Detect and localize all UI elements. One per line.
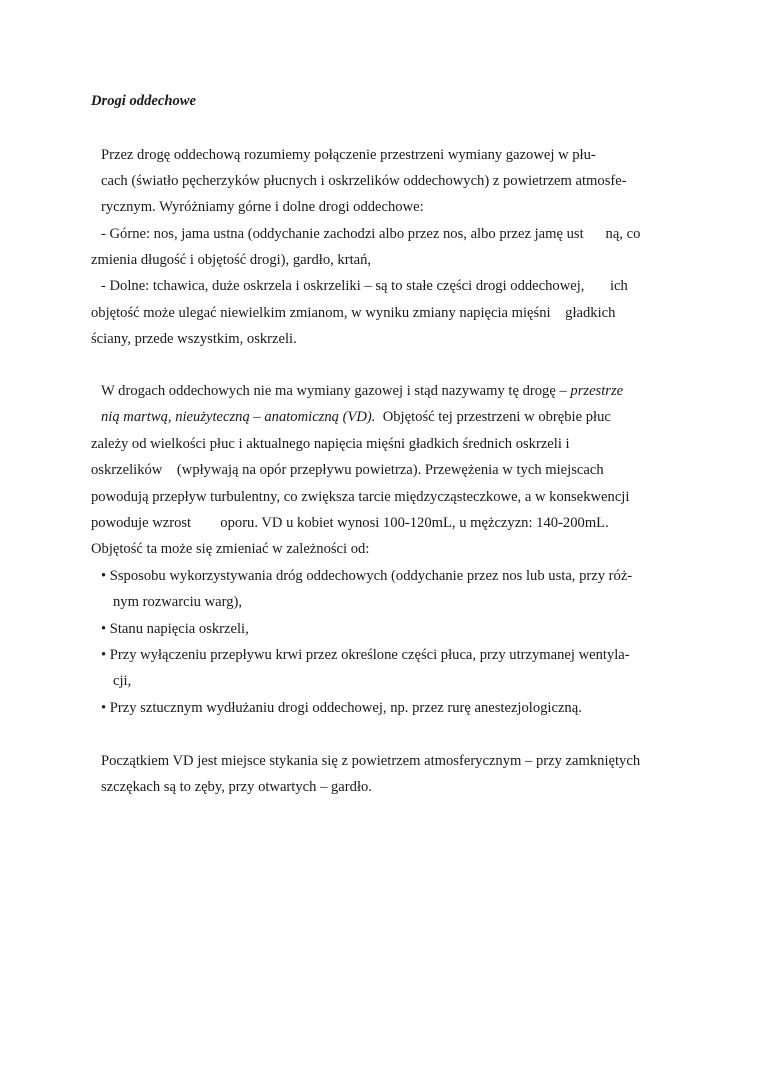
text-line: Objętość ta może się zmieniać w zależności od: <box>91 541 370 557</box>
text-line: powodują przepływ turbulentny, co zwiększa tarcie międzycząsteczkowe, a w konsekwencji <box>91 489 630 505</box>
list-item: • Ssposobu wykorzystywania dróg oddechowych (oddychanie przez nos lub usta, przy róż- <box>101 568 633 584</box>
italic-term: przestrze <box>570 383 624 399</box>
text-line <box>101 382 623 400</box>
text-line: Początkiem VD jest miejsce stykania się z powietrzem atmosferycznym – przy zamkniętych <box>101 753 641 769</box>
list-item: • Przy sztucznym wydłużaniu drogi oddechowej, np. przez rurę anestezjologiczną. <box>101 700 582 716</box>
text-line: - Dolne: tchawica, duże oskrzela i oskrzeliki – są to stałe części drogi oddechowej, ich <box>101 278 628 294</box>
text-line: powoduje wzrost oporu. VD u kobiet wynosi 100-120mL, u mężczyzn: 140-200mL. <box>91 515 609 531</box>
list-item-continuation: cji, <box>113 673 132 689</box>
text-line <box>101 408 611 426</box>
list-item-continuation: nym rozwarciu warg), <box>113 594 242 610</box>
text-line: cach (światło pęcherzyków płucnych i oskrzelików oddechowych) z powietrzem atmosfe- <box>101 173 627 189</box>
list-item: • Stanu napięcia oskrzeli, <box>101 621 249 637</box>
text-line: oskrzelików (wpływają na opór przepływu powietrza). Przewężenia w tych miejscach <box>91 462 604 478</box>
text-line: zmienia długość i objętość drogi), gardło, krtań, <box>91 252 372 268</box>
text-line: zależy od wielkości płuc i aktualnego napięcia mięśni gładkich średnich oskrzeli i <box>91 436 570 452</box>
text-line: - Górne: nos, jama ustna (oddychanie zachodzi albo przez nos, albo przez jamę ust ną, co <box>101 226 641 242</box>
text-line: rycznym. Wyróżniamy górne i dolne drogi oddechowe: <box>101 199 424 215</box>
text-run: Objętość tej przestrzeni w obrębie płuc <box>375 409 611 425</box>
list-item: • Przy wyłączeniu przepływu krwi przez określone części płuca, przy utrzymanej wentyla- <box>101 647 630 663</box>
text-line: ściany, przede wszystkim, oskrzeli. <box>91 331 297 347</box>
page-title: Drogi oddechowe <box>91 93 196 109</box>
text-line: Przez drogę oddechową rozumiemy połączenie przestrzeni wymiany gazowej w płu- <box>101 147 596 163</box>
text-run: W drogach oddechowych nie ma wymiany gazowej i stąd nazywamy tę drogę – <box>101 383 571 399</box>
text-line: szczękach są to zęby, przy otwartych – gardło. <box>101 779 372 795</box>
text-line: objętość może ulegać niewielkim zmianom, w wyniku zmiany napięcia mięśni gładkich <box>91 305 616 321</box>
italic-term: nią martwą, nieużyteczną – anatomiczną (VD). <box>101 409 376 425</box>
